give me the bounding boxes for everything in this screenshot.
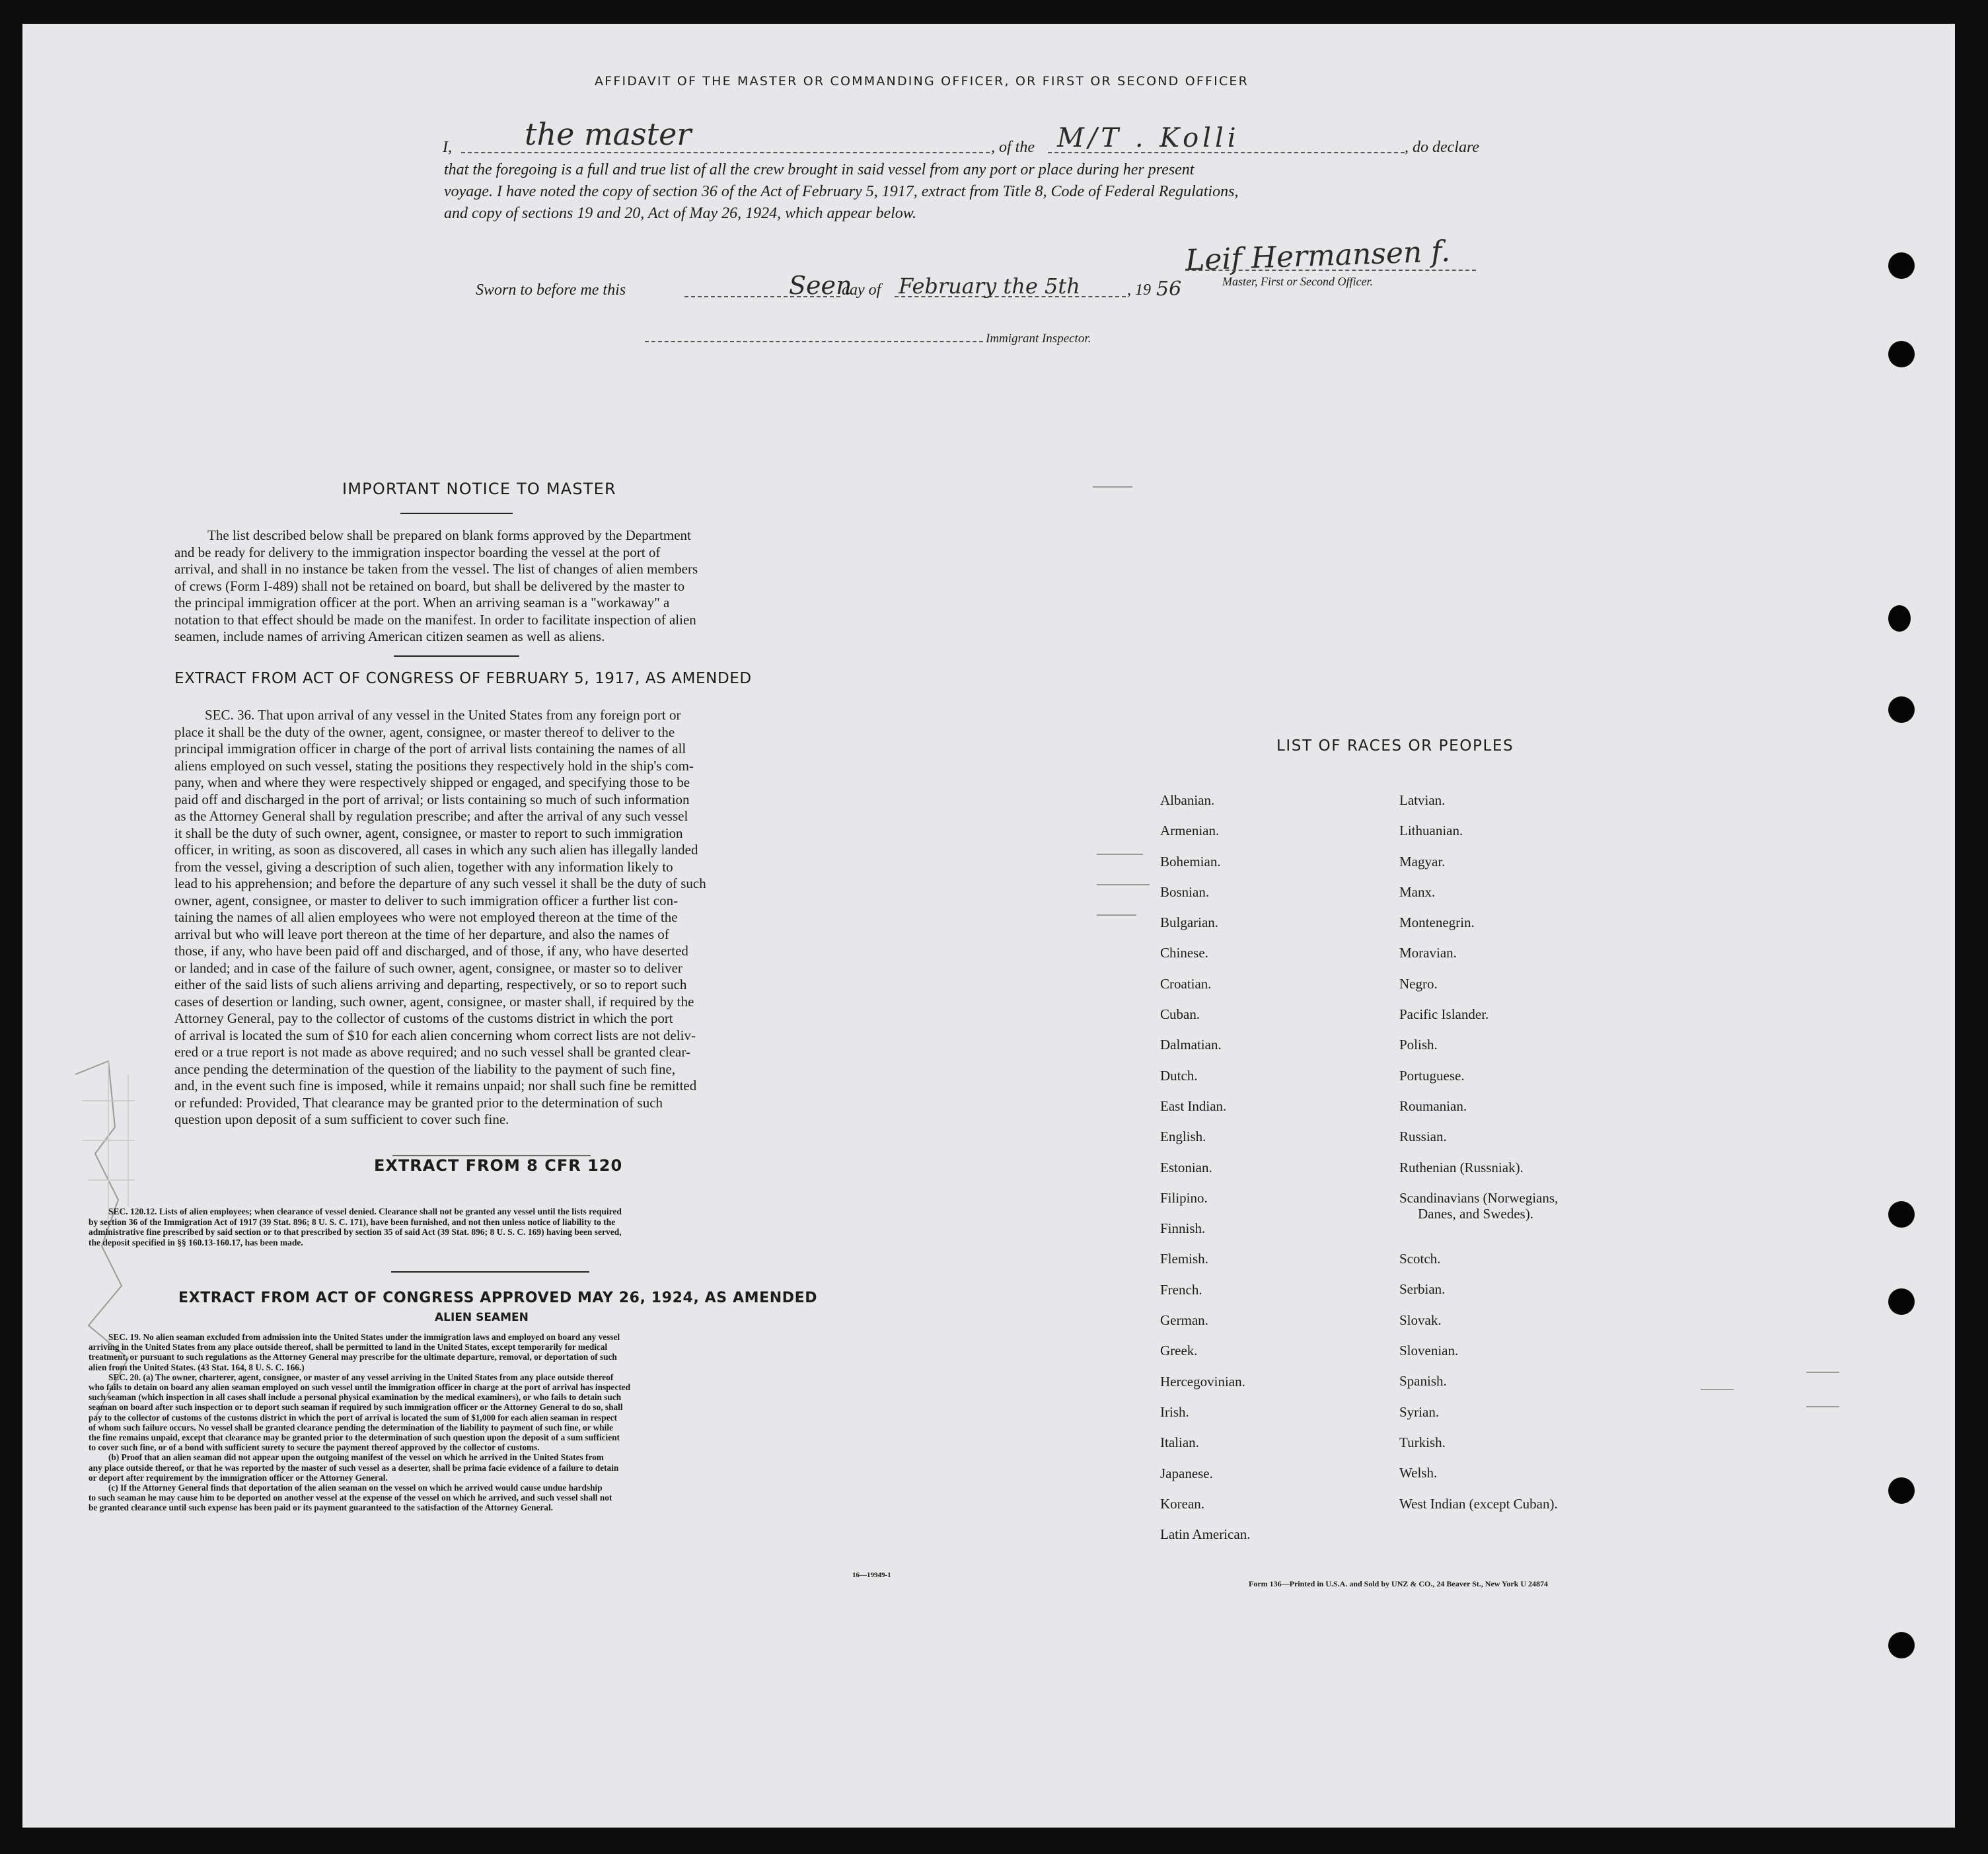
punch-hole	[1888, 252, 1915, 279]
notice-line: of crews (Form I-489) shall not be retained on board, but shall be delivered by the master to	[174, 577, 685, 594]
of-the-label: , of the	[991, 139, 1035, 156]
race-entry-col2: Russian.	[1399, 1129, 1447, 1145]
punch-hole	[1888, 1201, 1915, 1228]
extract-cfr-heading: EXTRACT FROM 8 CFR 120	[374, 1156, 623, 1175]
inspector-caption: Immigrant Inspector.	[986, 332, 1091, 346]
extract-1917-text	[174, 707, 842, 1129]
punch-hole	[1888, 605, 1911, 632]
printer-credit: Form 136—Printed in U.S.A. and Sold by UNZ & CO., 24 Beaver St., New York U 24874	[1249, 1579, 1549, 1588]
races-column-1	[1160, 785, 1250, 1549]
extract-1917-line: owner, agent, consignee, or master to deliver to such immigration officer a further list con-	[174, 892, 679, 908]
master-signature: Leif Hermansen f.	[1185, 235, 1451, 278]
signature-caption: Master, First or Second Officer.	[1222, 275, 1373, 288]
extract-1924-text	[89, 1332, 925, 1513]
declaration-line-3: voyage. I have noted the copy of section 36 of the Act of February 5, 1917, extract from Title 8, Code of Federal Regulations,	[444, 183, 1239, 200]
bleed-mark	[1806, 1406, 1839, 1407]
race-entry-col1: French.	[1160, 1281, 1202, 1298]
extract-1917-line: as the Attorney General shall by regulation prescribe; and after the arrival of any such vessel	[174, 808, 688, 824]
affidavit-heading: AFFIDAVIT OF THE MASTER OR COMMANDING OFFICER, OR FIRST OR SECOND OFFICER	[595, 74, 1249, 89]
race-entry-col1: Hercegovinian.	[1160, 1373, 1245, 1390]
punch-hole	[1888, 341, 1915, 367]
bleed-mark	[1097, 884, 1150, 885]
extract-1917-line: ered or a true report is not made as above required; and no such vessel shall be granted clear-	[174, 1044, 690, 1060]
notice-heading: IMPORTANT NOTICE TO MASTER	[342, 480, 616, 498]
race-entry-col1: Irish.	[1160, 1403, 1189, 1420]
notice-line: The list described below shall be prepared on blank forms approved by the Department	[207, 527, 691, 543]
signature-blank	[1185, 270, 1476, 271]
bleed-mark	[1097, 854, 1143, 855]
race-entry-col1: Greek.	[1160, 1343, 1198, 1359]
race-entry-col2: Manx.	[1399, 883, 1436, 900]
extract-1924-line: seaman on board after such inspection or to deport such seaman if required by such immigration officer or the Attorney General to do so, shall	[89, 1402, 623, 1413]
extract-cfr-line: SEC. 120.12. Lists of alien employees; when clearance of vessel denied. Clearance shall not be granted any vessel until the lists required	[108, 1206, 622, 1216]
extract-1917-line: officer, in writing, as soon as discovered, all cases in which any such alien has illegally landed	[174, 842, 698, 858]
race-entry-col2: Portuguese.	[1399, 1067, 1465, 1084]
document-page	[22, 24, 1955, 1828]
divider	[391, 1271, 589, 1273]
extract-1917-line: lead to his apprehension; and before the departure of any such vessel it shall be the duty of such	[174, 875, 706, 891]
race-entry-col1: Chinese.	[1160, 945, 1208, 961]
race-entry-col2: Ruthenian (Russniak).	[1399, 1159, 1524, 1175]
form-number: 16—19949-1	[852, 1571, 891, 1579]
race-entry-col1: Latin American.	[1160, 1526, 1251, 1543]
extract-1917-line: cases of desertion or landing, such owner, agent, consignee, or master shall, if required by the	[174, 993, 694, 1010]
day-of-label: day of	[842, 281, 881, 299]
races-column-2	[1399, 785, 1558, 1519]
extract-1917-line: pany, when and where they were respectively shipped or engaged, and specifying those to be	[174, 774, 690, 790]
race-entry-col1: Bulgarian.	[1160, 914, 1219, 931]
race-entry-col2: Spanish.	[1399, 1373, 1447, 1390]
race-entry-col1: German.	[1160, 1312, 1208, 1329]
punch-hole	[1888, 1477, 1915, 1504]
extract-1924-line: treatment, or pursuant to such regulations as the Attorney General may prescribe for the ultimate departure, removal, or deportation of such	[89, 1352, 617, 1362]
extract-1924-line: to such seaman he may cause him to be deported on another vessel at the expense of the vessel on which he arrived, and such vessel shall not	[89, 1493, 612, 1503]
extract-1917-line: from the vessel, giving a description of such alien, together with any information likely to	[174, 858, 673, 875]
extract-1924-line: such seaman (which inspection in all cases shall include a personal physical examination by the medical examiners), or who fails to detain such	[89, 1392, 622, 1403]
handwritten-vessel-name: M/T . Kolli	[1057, 123, 1240, 153]
extract-1924-line: SEC. 19. No alien seaman excluded from admission into the United States under the immigration laws and employed on board any vessel	[108, 1332, 620, 1342]
extract-1924-line: of whom such failure occurs. No vessel shall be granted clearance pending the determination of the liability to payment of such fine, or while	[89, 1422, 613, 1432]
punch-hole	[1888, 1632, 1915, 1658]
year-prefix: , 19	[1127, 281, 1151, 299]
races-heading: LIST OF RACES OR PEOPLES	[1276, 737, 1514, 755]
handwritten-month: February the 5th	[899, 274, 1080, 299]
sworn-label: Sworn to before me this	[476, 281, 626, 299]
extract-1924-line: be granted clearance until such expense has been paid or its payment guaranteed to the satisfaction of the Attorney General.	[89, 1502, 553, 1513]
extract-1917-line: Attorney General, pay to the collector of customs of the customs district in which the port	[174, 1010, 673, 1026]
race-entry-col2: Latvian.	[1399, 792, 1446, 808]
extract-1924-line: (b) Proof that an alien seaman did not appear upon the outgoing manifest of the vessel on which he arrived in the United States from	[108, 1452, 604, 1463]
declaration-line-4: and copy of sections 19 and 20, Act of May 26, 1924, which appear below.	[444, 205, 917, 222]
extract-1917-line: or refunded: Provided, That clearance may be granted prior to the determination of such	[174, 1094, 663, 1111]
extract-1917-line: aliens employed on such vessel, stating the positions they respectively hold in the ship's com-	[174, 757, 694, 774]
extract-1917-line: principal immigration officer in charge of the port of arrival lists containing the names of all	[174, 741, 686, 757]
handwritten-day: Seen	[789, 271, 852, 300]
extract-1917-line: paid off and discharged in the port of arrival; or lists containing so much of such information	[174, 791, 690, 807]
notice-line: arrival, and shall in no instance be taken from the vessel. The list of changes of alien members	[174, 561, 698, 577]
extract-1917-line: question upon deposit of a sum sufficient to cover such fine.	[174, 1111, 509, 1127]
extract-cfr-line: the deposit specified in §§ 160.13-160.17, has been made.	[89, 1237, 303, 1247]
extract-1917-line: arrival but who will leave port thereon at the time of her departure, and also the names of	[174, 926, 669, 942]
race-entry-col2: Scotch.	[1399, 1251, 1441, 1267]
race-entry-col2: Magyar.	[1399, 853, 1446, 870]
punch-hole	[1888, 1288, 1915, 1315]
race-entry-col1: East Indian.	[1160, 1097, 1227, 1114]
race-entry-col2: Turkish.	[1399, 1434, 1446, 1450]
alien-seamen-subheading: ALIEN SEAMEN	[435, 1311, 529, 1324]
extract-1924-line: the fine remains unpaid, except that clearance may be granted prior to the determination of such question upon the deposit of a sum sufficient	[89, 1432, 620, 1443]
notice-line: notation to that effect should be made on the manifest. In order to facilitate inspection of alien	[174, 611, 696, 628]
race-entry-col1: Bosnian.	[1160, 883, 1210, 900]
notice-line: seamen, include names of arriving American citizen seamen as well as aliens.	[174, 628, 605, 644]
extract-1924-line: SEC. 20. (a) The owner, charterer, agent, consignee, or master of any vessel arriving in the United States from any place outside thereof	[108, 1372, 614, 1382]
name-blank	[461, 152, 990, 153]
race-entry-col2: Pacific Islander.	[1399, 1006, 1489, 1023]
divider	[400, 513, 513, 514]
race-entry-col1: Albanian.	[1160, 792, 1215, 808]
handwritten-year: 56	[1156, 278, 1182, 301]
inspector-blank	[645, 341, 983, 342]
extract-cfr-text	[89, 1206, 925, 1247]
declaration-line-2: that the foregoing is a full and true list of all the crew brought in said vessel from any port or place during her present	[444, 161, 1195, 178]
extract-1924-line: alien from the United States. (43 Stat. 164, 8 U. S. C. 166.)	[89, 1362, 305, 1372]
race-entry-col2: Syrian.	[1399, 1403, 1440, 1420]
bleed-mark	[1701, 1389, 1734, 1390]
bleed-mark	[1093, 486, 1132, 488]
extract-1924-line: (c) If the Attorney General finds that deportation of the alien seaman on the vessel on which he arrived would cause undue hardship	[108, 1483, 603, 1493]
race-entry-col2: Slovak.	[1399, 1312, 1442, 1328]
race-entry-col2: Scandinavians (Norwegians,	[1399, 1189, 1559, 1206]
extract-1917-line: SEC. 36. That upon arrival of any vessel in the United States from any foreign port or	[205, 707, 681, 723]
race-entry-col1: Dutch.	[1160, 1067, 1198, 1084]
race-entry-col2: Lithuanian.	[1399, 823, 1463, 839]
race-entry-col2: Danes, and Swedes).	[1418, 1206, 1533, 1222]
extract-1924-line: to cover such fine, or of a bond with sufficient surety to secure the payment thereof approved by the collector of customs.	[89, 1442, 540, 1453]
extract-1924-line: pay to the collector of customs of the customs district in which the port of arrival is located the sum of $1,000 for each alien seaman in respect	[89, 1412, 617, 1423]
race-entry-col2: Roumanian.	[1399, 1097, 1467, 1114]
extract-1917-line: or landed; and in case of the failure of such owner, agent, consignee, or master so to deliver	[174, 959, 682, 976]
extract-cfr-line: administrative fine prescribed by said section or to that prescribed by section 35 of said Act (39 Stat. 896; 8 U. S. C. 169) having been served,	[89, 1227, 622, 1238]
race-entry-col1: Filipino.	[1160, 1189, 1208, 1206]
race-entry-col1: Flemish.	[1160, 1251, 1208, 1267]
race-entry-col1: Korean.	[1160, 1495, 1205, 1512]
divider	[394, 655, 519, 657]
extract-1917-line: taining the names of all alien employees who were not employed thereon at the time of the	[174, 909, 678, 925]
race-entry-col1: English.	[1160, 1129, 1206, 1145]
extract-1924-line: who fails to detain on board any alien seaman employed on such vessel until the immigration officer in charge at the port of arrival has inspected	[89, 1382, 631, 1393]
extract-1917-line: and, in the event such fine is imposed, while it remains unpaid; nor shall such fine be remitted	[174, 1078, 697, 1094]
race-entry-col2: Montenegrin.	[1399, 914, 1475, 931]
bleed-mark	[1097, 914, 1136, 916]
punch-hole	[1888, 696, 1915, 723]
race-entry-col1: Italian.	[1160, 1434, 1199, 1451]
extract-1917-line: ance pending the determination of the question of the liability to the payment of such fine,	[174, 1060, 676, 1077]
extract-1917-heading: EXTRACT FROM ACT OF CONGRESS OF FEBRUARY 5, 1917, AS AMENDED	[174, 670, 752, 687]
race-entry-col1: Armenian.	[1160, 823, 1220, 839]
notice-line: the principal immigration officer at the port. When an arriving seaman is a "workaway" a	[174, 595, 670, 611]
race-entry-col1: Finnish.	[1160, 1220, 1206, 1237]
race-entry-col2: Polish.	[1399, 1037, 1438, 1053]
extract-1917-line: those, if any, who have been paid off and discharged, and of those, if any, who have deserted	[174, 943, 688, 959]
extract-1917-line: either of the said lists of such aliens arriving and departing, respectively, or so to report such	[174, 977, 687, 992]
race-entry-col1: Dalmatian.	[1160, 1037, 1222, 1053]
extract-1924-line: or deport after requirement by the immigration officer or the Attorney General.	[89, 1472, 388, 1483]
extract-cfr-line: by section 36 of the Immigration Act of 1917 (39 Stat. 896; 8 U. S. C. 171), have been furnished, and not then unless notice of liability to the	[89, 1216, 616, 1227]
race-entry-col1: Croatian.	[1160, 975, 1212, 992]
extract-1917-line: it shall be the duty of such owner, agent, consignee, or master to report to such immigration	[174, 825, 683, 841]
extract-1924-heading: EXTRACT FROM ACT OF CONGRESS APPROVED MAY 26, 1924, AS AMENDED	[178, 1290, 818, 1306]
race-entry-col1: Cuban.	[1160, 1006, 1200, 1023]
do-declare-label: , do declare	[1405, 139, 1480, 156]
race-entry-col2: Moravian.	[1399, 945, 1457, 961]
race-entry-col2: Welsh.	[1399, 1465, 1438, 1481]
declaration-i-label: I,	[443, 139, 452, 156]
notice-line: and be ready for delivery to the immigration inspector boarding the vessel at the port of	[174, 544, 661, 560]
race-entry-col2: Negro.	[1399, 975, 1438, 992]
extract-1917-line: place it shall be the duty of the owner, agent, consignee, or master thereof to deliver to the	[174, 723, 675, 740]
notice-text	[174, 527, 842, 646]
handwritten-master-name: the master	[525, 116, 692, 152]
race-entry-col1: Japanese.	[1160, 1465, 1213, 1481]
race-entry-col1: Estonian.	[1160, 1159, 1212, 1175]
race-entry-col2: West Indian (except Cuban).	[1399, 1495, 1558, 1512]
extract-1924-line: arriving in the United States from any place outside thereof, shall be permitted to land in the United States, except temporarily for medical	[89, 1342, 608, 1353]
race-entry-col2: Slovenian.	[1399, 1343, 1459, 1359]
race-entry-col1: Bohemian.	[1160, 853, 1221, 870]
extract-1917-line: of arrival is located the sum of $10 for each alien concerning whom correct lists are not deliv-	[174, 1027, 696, 1043]
race-entry-col2: Serbian.	[1399, 1281, 1446, 1298]
extract-1924-line: any place outside thereof, or that he was reported by the master of such vessel as a deserter, shall be prima facie evidence of a failure to detain	[89, 1462, 619, 1473]
bleed-mark	[1806, 1372, 1839, 1373]
